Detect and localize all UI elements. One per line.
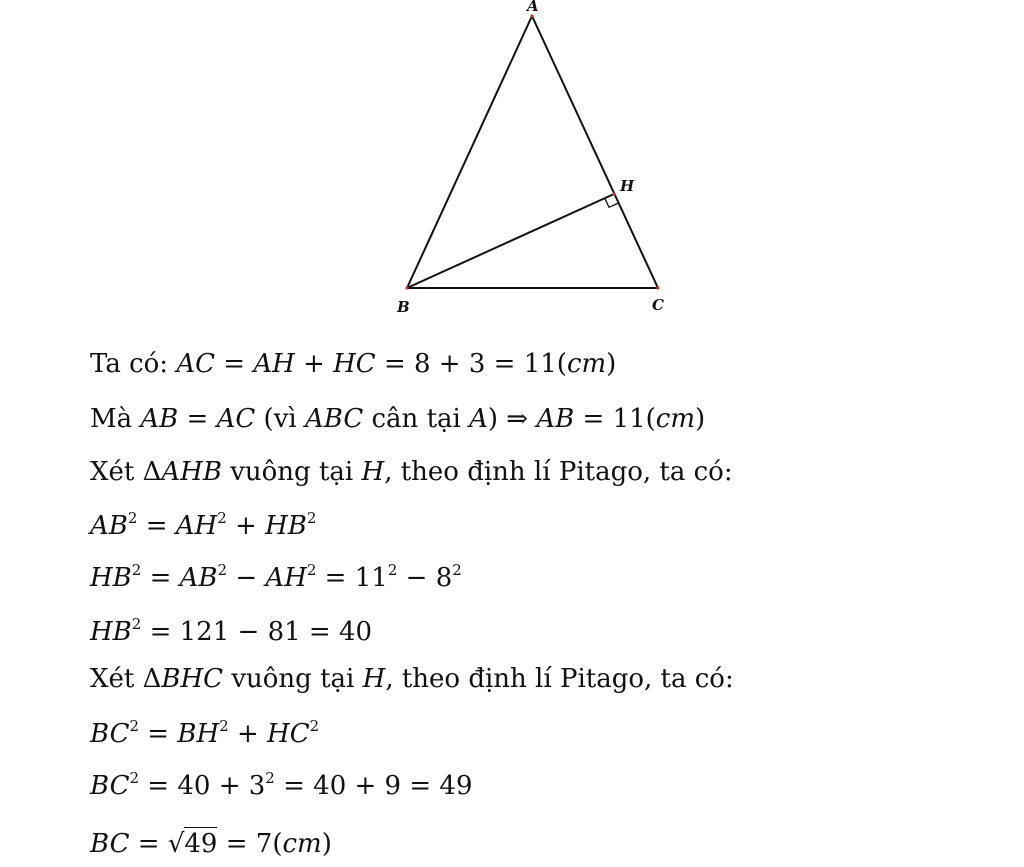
text-run: − 8 bbox=[397, 563, 453, 593]
math-term: H bbox=[362, 664, 386, 694]
solution-line bbox=[90, 349, 616, 379]
side-ac bbox=[532, 16, 658, 288]
exponent: 2 bbox=[265, 769, 275, 787]
exponent: 2 bbox=[217, 509, 227, 527]
math-term: HB bbox=[90, 617, 132, 647]
exponent: 2 bbox=[129, 717, 140, 735]
side-ab bbox=[407, 16, 532, 288]
text-run: ) bbox=[606, 349, 617, 379]
math-term: HC bbox=[267, 719, 310, 749]
solution-line bbox=[90, 829, 332, 859]
math-term: BC bbox=[90, 771, 130, 801]
exponent: 2 bbox=[127, 509, 138, 527]
text-run: = 121 − 81 = 40 bbox=[141, 617, 373, 647]
text-run: = bbox=[129, 829, 168, 859]
solution-line bbox=[90, 617, 372, 647]
point-c bbox=[656, 286, 659, 289]
exponent: 2 bbox=[309, 717, 320, 735]
text-run: , theo định lí Pitago, ta có: bbox=[385, 664, 734, 694]
math-term: HB bbox=[265, 511, 307, 541]
text-run: = 40 + 3 bbox=[139, 771, 266, 801]
math-term: ABC bbox=[304, 404, 364, 434]
text-run: vuông tại bbox=[221, 457, 362, 487]
exponent: 2 bbox=[306, 561, 317, 579]
sqrt-sign: √ bbox=[167, 829, 185, 859]
math-term: BC bbox=[90, 719, 130, 749]
solution-line bbox=[90, 563, 462, 593]
text-run: = bbox=[215, 349, 254, 379]
text-run: Xét Δ bbox=[90, 457, 162, 487]
exponent: 2 bbox=[219, 717, 229, 735]
math-term: A bbox=[469, 404, 488, 434]
solution-line bbox=[90, 771, 473, 801]
math-term: HB bbox=[90, 563, 132, 593]
radicand: 49 bbox=[184, 829, 218, 859]
text-run: vuông tại bbox=[223, 664, 363, 694]
exponent: 2 bbox=[131, 615, 142, 633]
math-term: AB bbox=[140, 404, 179, 434]
text-run: + bbox=[226, 511, 266, 541]
text-run: cân tại bbox=[363, 404, 470, 434]
solution-line bbox=[90, 719, 319, 749]
text-run: = bbox=[178, 404, 217, 434]
text-run: = bbox=[137, 511, 176, 541]
exponent: 2 bbox=[387, 561, 398, 579]
text-run: ) bbox=[321, 829, 332, 859]
text-run: Ta có: bbox=[90, 349, 177, 379]
altitude-bh bbox=[407, 194, 614, 288]
label-h: H bbox=[620, 177, 635, 195]
text-run: (vì bbox=[255, 404, 305, 434]
label-c: C bbox=[652, 296, 664, 314]
math-term: cm bbox=[566, 349, 607, 379]
point-h bbox=[612, 192, 615, 195]
text-run: Xét Δ bbox=[90, 664, 162, 694]
math-term: AHB bbox=[161, 457, 222, 487]
exponent: 2 bbox=[131, 561, 142, 579]
text-run: = 7( bbox=[217, 829, 283, 859]
math-term: AC bbox=[176, 349, 215, 379]
text-run: , theo định lí Pitago, ta có: bbox=[384, 457, 733, 487]
text-run: Mà bbox=[90, 404, 141, 434]
solution-line bbox=[90, 404, 705, 434]
text-run: = 11( bbox=[574, 404, 656, 434]
triangle-figure bbox=[0, 0, 1024, 330]
text-run: = 8 + 3 = 11( bbox=[375, 349, 567, 379]
solution-line bbox=[90, 511, 316, 541]
text-run: + bbox=[294, 349, 334, 379]
math-term: BC bbox=[90, 829, 130, 859]
math-term: cm bbox=[655, 404, 696, 434]
text-run: = bbox=[141, 563, 180, 593]
math-term: cm bbox=[282, 829, 322, 859]
solution-line bbox=[90, 457, 733, 487]
text-run: = 40 + 9 = 49 bbox=[274, 771, 473, 801]
math-term: BH bbox=[177, 719, 220, 749]
text-run: + bbox=[228, 719, 268, 749]
text-run: = bbox=[139, 719, 178, 749]
math-term: AC bbox=[216, 404, 256, 434]
exponent: 2 bbox=[217, 561, 228, 579]
solution-line bbox=[90, 664, 734, 694]
text-run: = 11 bbox=[316, 563, 388, 593]
text-run: ) ⇒ bbox=[487, 404, 537, 434]
exponent: 2 bbox=[306, 509, 317, 527]
math-term: AH bbox=[175, 511, 218, 541]
text-run: ) bbox=[695, 404, 706, 434]
exponent: 2 bbox=[129, 769, 140, 787]
exponent: 2 bbox=[452, 561, 462, 579]
math-term: AB bbox=[179, 563, 218, 593]
text-run: − bbox=[227, 563, 266, 593]
label-b: B bbox=[397, 298, 410, 316]
math-term: AH bbox=[265, 563, 307, 593]
label-a: A bbox=[527, 0, 539, 15]
math-term: BHC bbox=[161, 664, 224, 694]
math-term: HC bbox=[333, 349, 376, 379]
point-b bbox=[405, 286, 408, 289]
math-term: AB bbox=[536, 404, 575, 434]
math-term: AH bbox=[253, 349, 295, 379]
math-term: AB bbox=[90, 511, 128, 541]
math-term: H bbox=[361, 457, 385, 487]
